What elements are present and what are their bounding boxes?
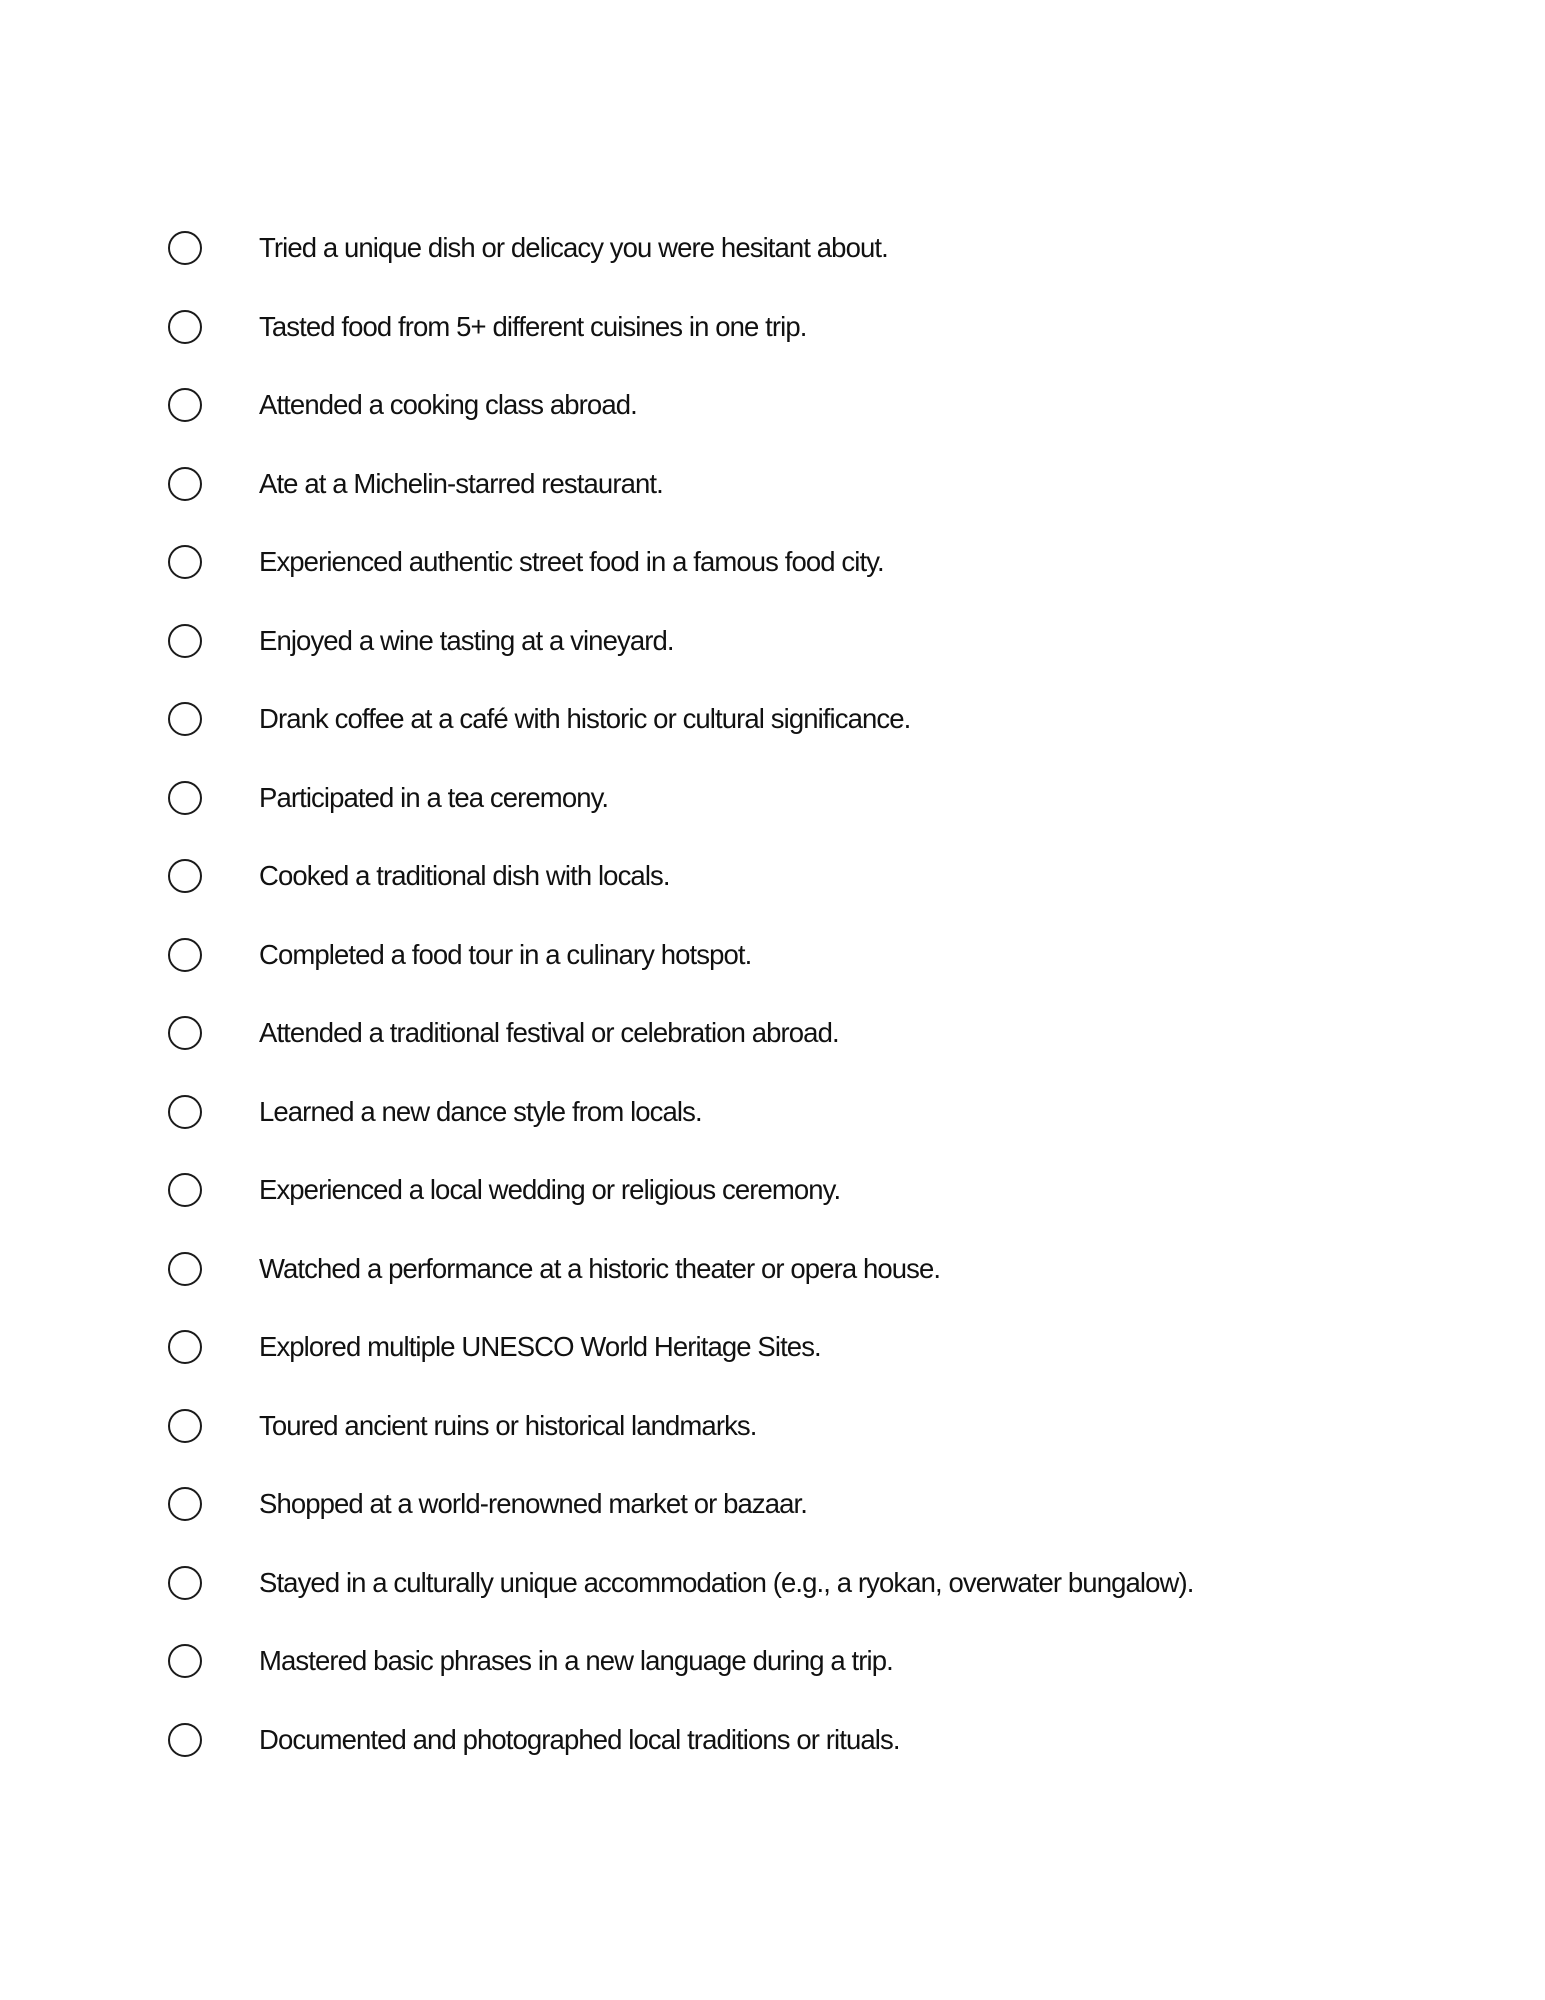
radio-button[interactable] xyxy=(168,1566,202,1600)
item-label: Tried a unique dish or delicacy you were hesitant about. xyxy=(259,232,888,263)
radio-button[interactable] xyxy=(168,1173,202,1207)
item-label: Stayed in a culturally unique accommodation (e.g., a ryokan, overwater bungalow). xyxy=(259,1566,1194,1598)
list-item xyxy=(0,289,1545,368)
radio-button[interactable] xyxy=(168,1095,202,1129)
item-label: Ate at a Michelin-starred restaurant. xyxy=(259,467,663,499)
list-item xyxy=(0,1466,1545,1545)
list-item xyxy=(0,210,1545,289)
checklist xyxy=(0,210,1545,1780)
radio-button[interactable] xyxy=(168,231,202,265)
radio-button[interactable] xyxy=(168,545,202,579)
item-label: Toured ancient ruins or historical landmarks. xyxy=(259,1409,757,1441)
list-item xyxy=(0,1152,1545,1231)
item-label: Explored multiple UNESCO World Heritage Sites. xyxy=(259,1331,821,1362)
radio-button[interactable] xyxy=(168,938,202,972)
radio-button[interactable] xyxy=(168,1644,202,1678)
list-item xyxy=(0,995,1545,1074)
item-label: Enjoyed a wine tasting at a vineyard. xyxy=(259,624,674,656)
radio-button[interactable] xyxy=(168,467,202,501)
list-item xyxy=(0,1309,1545,1388)
list-item xyxy=(0,367,1545,446)
list-item xyxy=(0,681,1545,760)
list-item xyxy=(0,1545,1545,1624)
radio-button[interactable] xyxy=(168,702,202,736)
radio-button[interactable] xyxy=(168,781,202,815)
radio-button[interactable] xyxy=(168,1723,202,1757)
item-label: Shopped at a world-renowned market or bazaar. xyxy=(259,1488,808,1519)
radio-button[interactable] xyxy=(168,859,202,893)
radio-button[interactable] xyxy=(168,624,202,658)
item-label: Attended a cooking class abroad. xyxy=(259,389,637,420)
radio-button[interactable] xyxy=(168,1252,202,1286)
item-label: Experienced a local wedding or religious ceremony. xyxy=(259,1174,841,1205)
list-item xyxy=(0,1388,1545,1467)
item-label: Tasted food from 5+ different cuisines in one trip. xyxy=(259,310,807,342)
item-label: Experienced authentic street food in a famous food city. xyxy=(259,546,884,577)
item-label: Learned a new dance style from locals. xyxy=(259,1095,702,1127)
list-item xyxy=(0,1231,1545,1310)
list-item xyxy=(0,1074,1545,1153)
item-label: Completed a food tour in a culinary hotspot. xyxy=(259,938,752,970)
item-label: Participated in a tea ceremony. xyxy=(259,781,609,813)
item-label: Drank coffee at a café with historic or cultural significance. xyxy=(259,703,911,734)
radio-button[interactable] xyxy=(168,310,202,344)
item-label: Documented and photographed local traditions or rituals. xyxy=(259,1723,900,1755)
list-item xyxy=(0,760,1545,839)
radio-button[interactable] xyxy=(168,1409,202,1443)
list-item xyxy=(0,917,1545,996)
item-label: Cooked a traditional dish with locals. xyxy=(259,860,670,891)
list-item xyxy=(0,603,1545,682)
list-item xyxy=(0,524,1545,603)
radio-button[interactable] xyxy=(168,1330,202,1364)
radio-button[interactable] xyxy=(168,1487,202,1521)
radio-button[interactable] xyxy=(168,388,202,422)
item-label: Attended a traditional festival or celebration abroad. xyxy=(259,1017,839,1048)
list-item xyxy=(0,1623,1545,1702)
list-item xyxy=(0,1702,1545,1781)
list-item xyxy=(0,838,1545,917)
radio-button[interactable] xyxy=(168,1016,202,1050)
item-label: Watched a performance at a historic theater or opera house. xyxy=(259,1252,941,1284)
item-label: Mastered basic phrases in a new language during a trip. xyxy=(259,1645,893,1676)
list-item xyxy=(0,446,1545,525)
